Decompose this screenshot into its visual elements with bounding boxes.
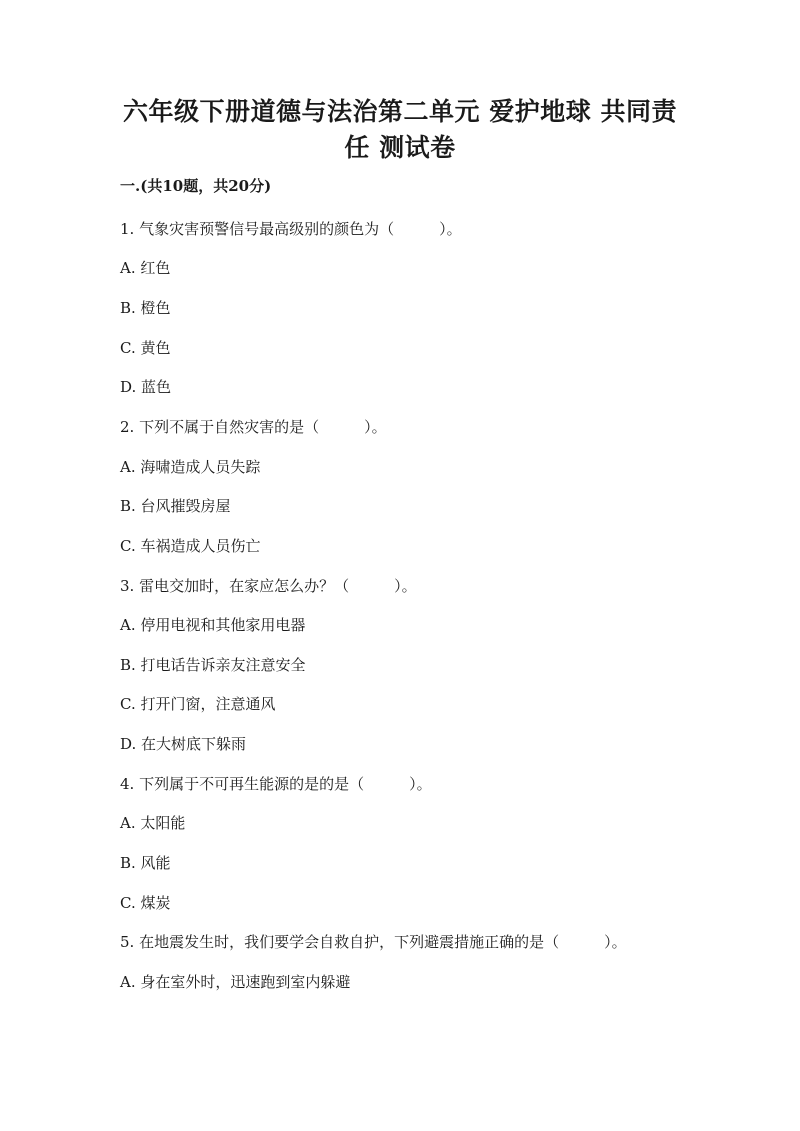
q1-option-d: D. 蓝色 xyxy=(120,378,172,396)
title-line-2: 任 测试卷 xyxy=(344,133,456,162)
question-3: 3. 雷电交加时，在家应怎么办？（ ）。 xyxy=(120,577,417,595)
title-line-1: 六年级下册道德与法治第二单元 爱护地球 共同责 xyxy=(123,97,677,126)
q1-option-c: C. 黄色 xyxy=(120,339,171,357)
q5-option-a: A. 身在室外时，迅速跑到室内躲避 xyxy=(120,973,351,991)
q2-option-b: B. 台风摧毁房屋 xyxy=(120,497,231,515)
q2-option-c: C. 车祸造成人员伤亡 xyxy=(120,537,261,555)
q3-option-b: B. 打电话告诉亲友注意安全 xyxy=(120,656,306,674)
q3-option-c: C. 打开门窗，注意通风 xyxy=(120,695,276,713)
q3-option-a: A. 停用电视和其他家用电器 xyxy=(120,616,306,634)
section-heading: 一.(共10题，共20分) xyxy=(120,177,272,195)
q4-option-c: C. 煤炭 xyxy=(120,894,171,912)
question-4: 4. 下列属于不可再生能源的是的是（ ）。 xyxy=(120,775,432,793)
question-2: 2. 下列不属于自然灾害的是（ ）。 xyxy=(120,418,387,436)
q3-option-d: D. 在大树底下躲雨 xyxy=(120,735,247,753)
question-5: 5. 在地震发生时，我们要学会自救自护，下列避震措施正确的是（ ）。 xyxy=(120,933,627,951)
q1-option-b: B. 橙色 xyxy=(120,299,171,317)
question-1: 1. 气象灾害预警信号最高级别的颜色为（ ）。 xyxy=(120,220,462,238)
document-title xyxy=(120,94,680,166)
q4-option-a: A. 太阳能 xyxy=(120,814,186,832)
q1-option-a: A. 红色 xyxy=(120,259,171,277)
q2-option-a: A. 海啸造成人员失踪 xyxy=(120,458,261,476)
q4-option-b: B. 风能 xyxy=(120,854,171,872)
